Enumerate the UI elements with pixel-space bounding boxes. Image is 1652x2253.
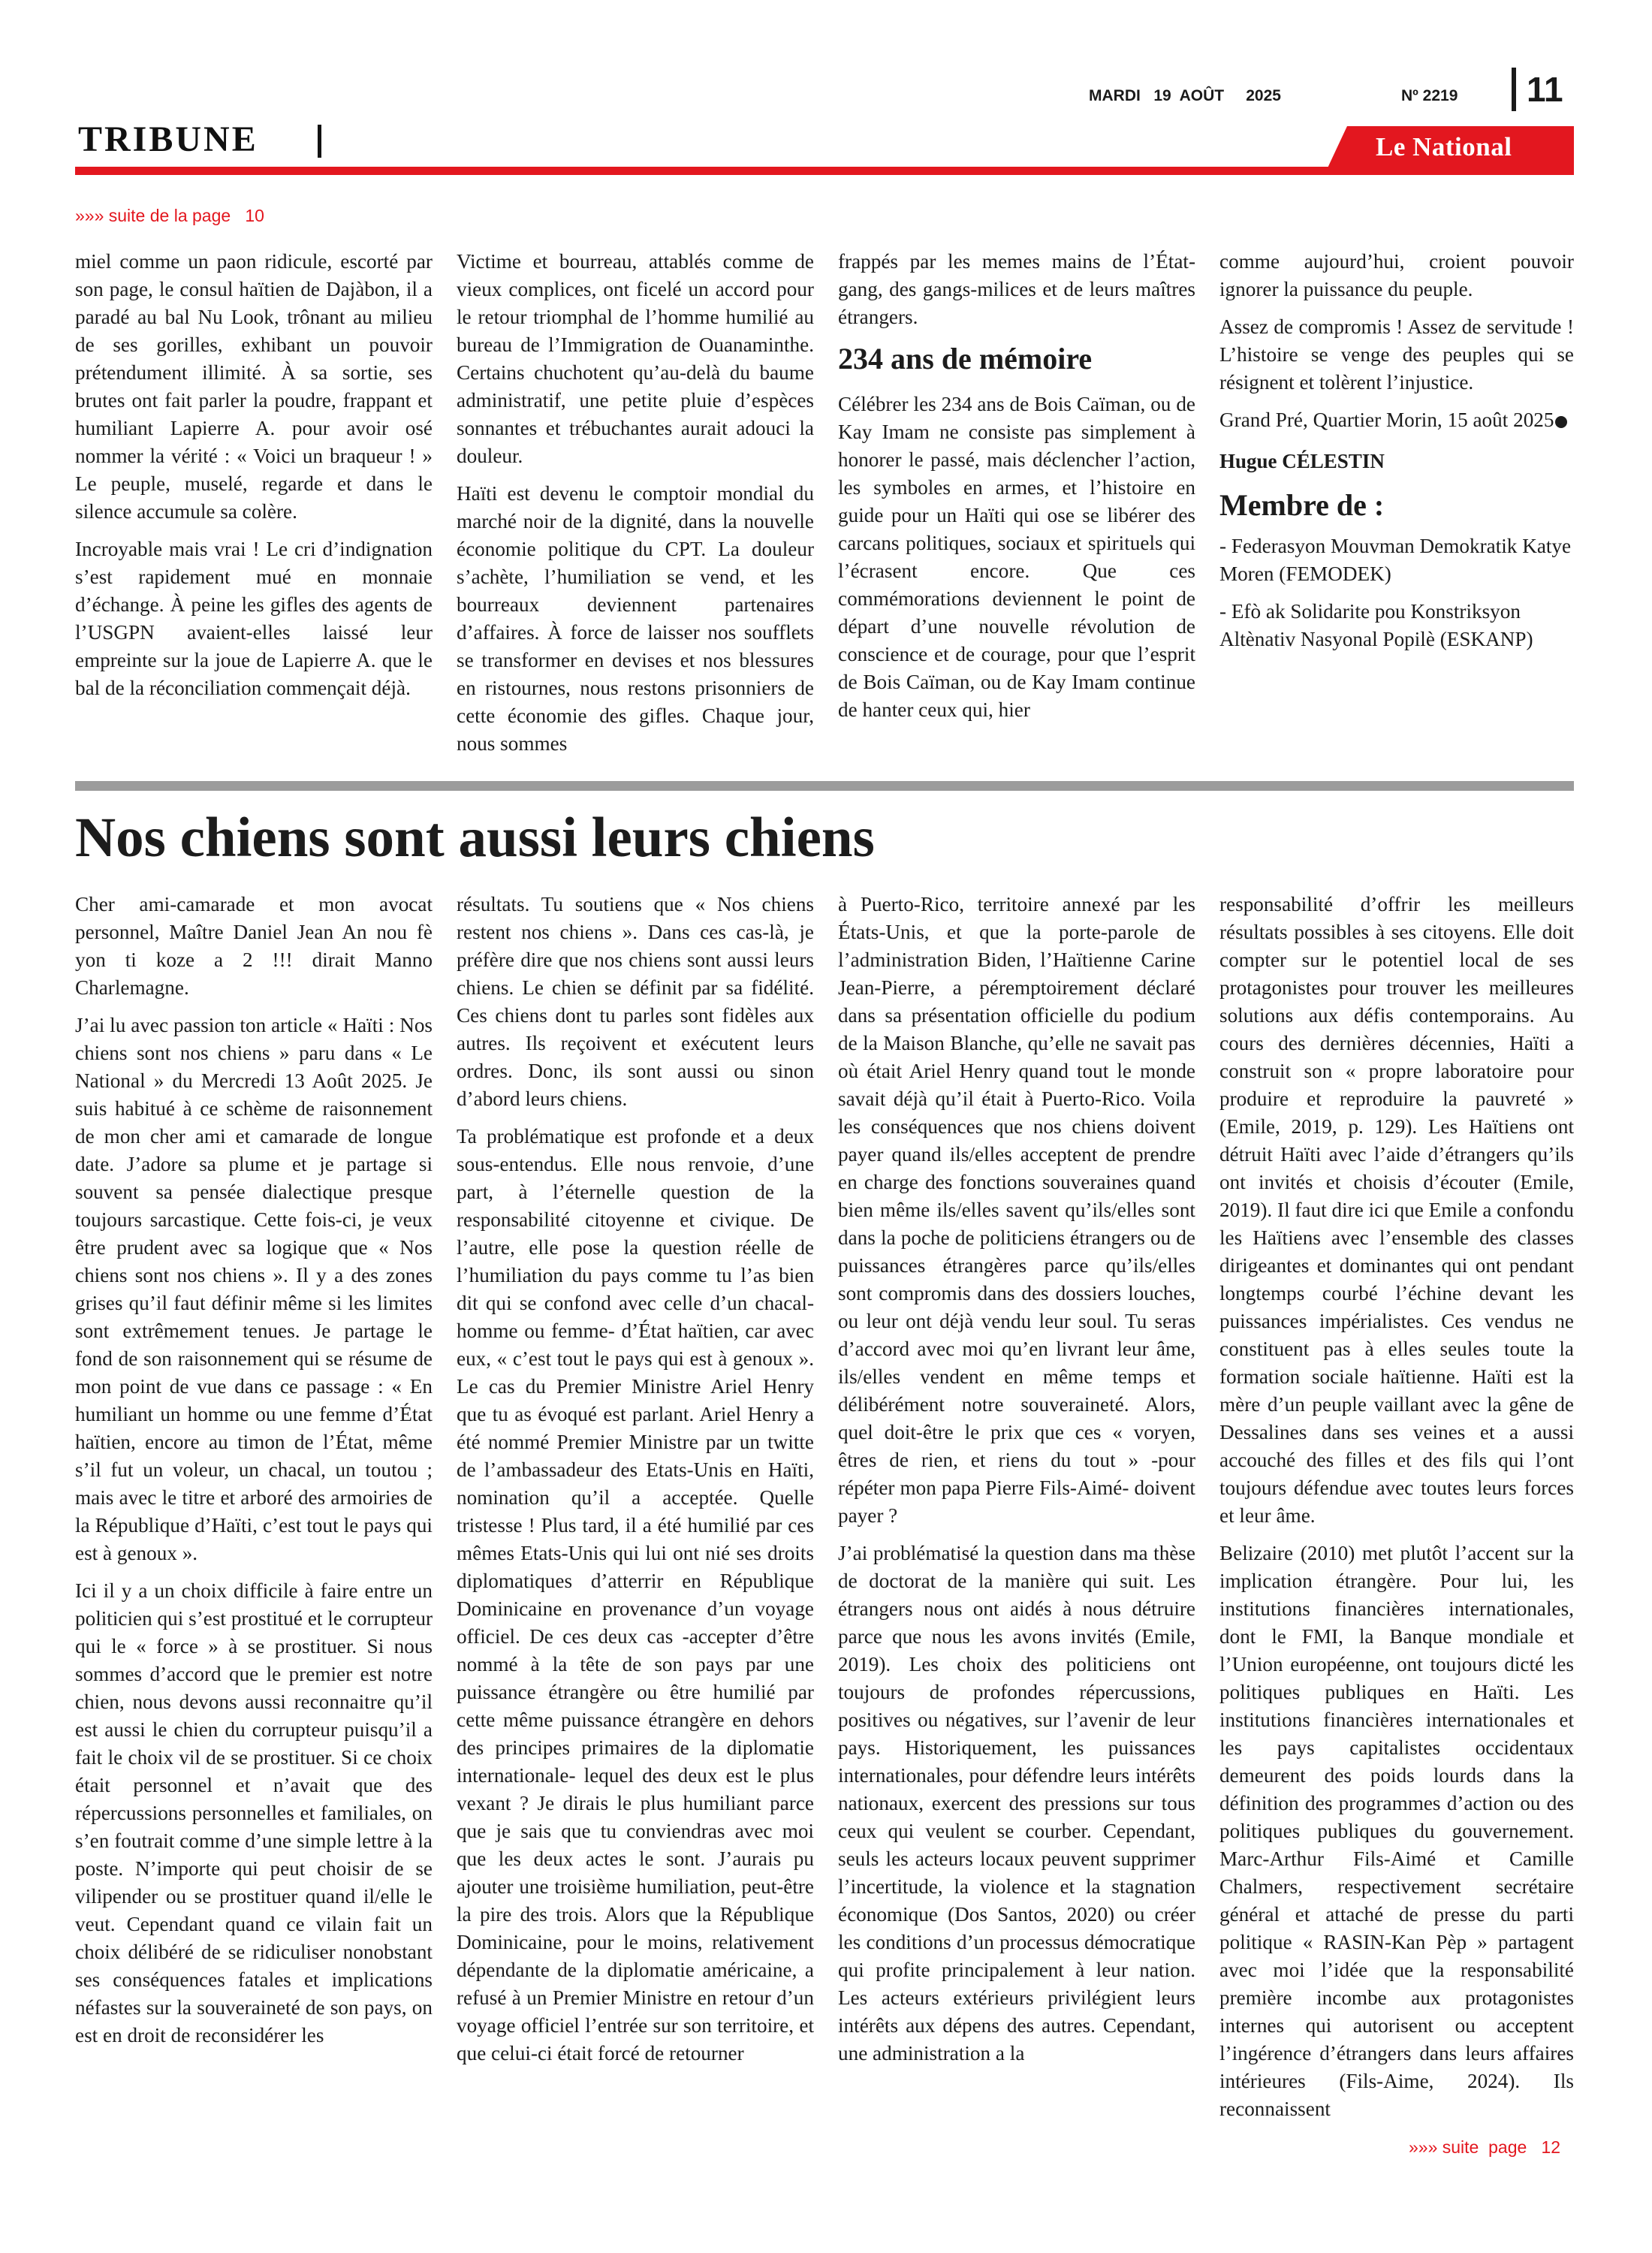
main-article-column-4 [1219,891,1574,2133]
paragraph: Célébrer les 234 ans de Bois Caïman, ou de Kay Imam ne consiste pas simplement à honorer le passé, mais déclencher l’action, les symboles en armes, et l’histoire en guide pour un Haïti qui ose se libérer des carcans politiques, sociaux et spirituels qui l’écrasent encore. Que ces commémorations deviennent le point de départ d’une nouvelle révolution de conscience et de courage, pour que l’esprit de Bois Caïman, ou de Kay Imam continue de hanter ceux qui, hier [838,393,1195,721]
issue-date: MARDI 19 AOÛT 2025 [1089,87,1281,104]
newspaper-name: Le National [1376,132,1512,161]
paragraph: Victime et bourreau, attablés comme de vieux complices, ont ficelé un accord pour le retour triomphal de l’homme humilié au bureau de l’Immigration de Ouanaminthe. Certains chuchotent qu’au-delà du baume administratif, une petite pluie d’espèces sonnantes et trébuchantes aurait adouci la douleur. [457,250,814,467]
paragraph: Cher ami-camarade et mon avocat personnel, Maître Daniel Jean An nou fè yon ti koze a 2 !!! dirait Manno Charlemagne. [75,893,433,999]
article-divider [75,781,1574,791]
paragraph: Belizaire (2010) met plutôt l’accent sur la implication étrangère. Pour lui, les institutions financières internationales, dont le FMI, la Banque mondiale et l’Union européenne, ont toujours dicté les politiques publiques en Haïti. Les institutions financières internationales et les pays capitalistes occidentaux demeurent des poids lourds dans la définition des programmes d’action ou des politiques publiques du gouvernement. Marc-Arthur Fils-Aimé et Camille Chalmers, respectivement secrétaire général et attaché de presse du parti politique « RASIN-Kan Pèp » partagent avec moi l’idée que la responsabilité première incombe aux protagonistes internes qui autorisent ou acceptent l’ingérence d’étrangers dans leurs affaires intérieures (Fils-Aime, 2024). Ils reconnaissent [1219,1542,1574,2120]
article-headline: Nos chiens sont aussi leurs chiens [75,807,875,869]
paragraph: Ici il y a un choix difficile à faire entre un politicien qui s’est prostitué et le corrupteur qui le « force » à se prostituer. Si nous sommes d’accord que le premier est notre chien, nous devons aussi reconnaitre qu’il est aussi le chien du corrupteur puisqu’il a fait le choix vil de se prostituer. Si ce choix était personnel et n’avait que des répercussions personnelles et familiales, on s’en foutrait comme d’une simple lettre à la poste. N’importe qui peut choisir de se vilipender ou se prostituer quand il/elle le veut. Cependant quand ce vilain fait un choix délibéré de se ridiculiser nonobstant ses conséquences fatales et implications néfastes sur la souveraineté de son pays, on est en droit de reconsidérer les [75,1579,433,2046]
continued-to-label: »»» suite page 12 [1409,2137,1561,2157]
paragraph: Ta problématique est profonde et a deux sous-entendus. Elle nous renvoie, d’une part, à l’éternelle question de la responsabilité citoyenne et civique. De l’autre, elle pose la question réelle de l’humiliation du pays comme tu l’as bien dit qui se confond avec celle d’un chacal- homme ou femme- d’État haïtien, car avec eux, « c’est tout le pays qui est à genoux ». Le cas du Premier Ministre Ariel Henry que tu as évoqué est parlant. Ariel Henry a été nommé Premier Ministre par un twitte de l’ambassadeur des Etats-Unis en Haïti, nomination qu’il a acceptée. Quelle tristesse ! Plus tard, il a été humilié par ces mêmes Etats-Unis qui lui ont nié ses droits diplomatiques d’atterrir en République Dominicaine en provenance d’un voyage officiel. De ces deux cas -accepter d’être nommé à la tête de son pays par une puissance étrangère ou être humilié par cette même puissance étrangère en dehors des principes primaires de la diplomatie internationale- lequel des deux est le plus vexant ? Je dirais le plus humiliant parce que je sais que tu conviendras avec moi que les deux actes le sont. J’aurais pu ajouter une troisième humiliation, peut-être la pire des trois. Alors que la République Dominicaine, pour le moins, relativement dépendante de la diplomatie américaine, a refusé à un Premier Ministre en retour d’un voyage officiel l’entrée sur son territoire, et que celui-ci était forcé de retourner [457,1125,814,2064]
paragraph: miel comme un paon ridicule, escorté par son page, le consul haïtien de Dajàbon, il a paradé au bal Nu Look, trônant au milieu de ses gorilles, exhibant un pouvoir prétendument illimité. À sa sortie, ses brutes ont fait parler la poudre, frappant et humiliant Lapierre A. pour avoir osé nommer la vérité : « Voici un braqueur ! » Le peuple, muselé, regarde et dans le silence accumule sa colère. [75,250,433,523]
top-article-column-1 [75,248,433,712]
paragraph: comme aujourd’hui, croient pouvoir ignorer la puissance du peuple. [1219,250,1574,300]
paragraph: frappés par les memes mains de l’État-gang, des gangs-milices et de leurs maîtres étrangers. [838,250,1195,328]
section-title: TRIBUNE [78,119,258,159]
author-name: Hugue CÉLESTIN [1219,450,1385,472]
main-article-column-1 [75,891,433,2059]
dateline-text: Grand Pré, Quartier Morin, 15 août 2025 [1219,409,1554,431]
page-number: 11 [1512,68,1563,111]
dateline [1219,406,1574,434]
paragraph: résultats. Tu soutiens que « Nos chiens restent nos chiens ». Dans ces cas-là, je préfère dire que nos chiens sont aussi leurs chiens. Le chien se définit par sa fidélité. Ces chiens dont tu parles sont fidèles aux autres. Ils reçoivent et exécutent leurs ordres. Donc, ils sont aussi ou sinon d’abord leurs chiens. [457,893,814,1110]
paragraph: Assez de compromis ! Assez de servitude ! L’histoire se venge des peuples qui se résignent et tolèrent l’injustice. [1219,315,1574,394]
top-article-column-2 [457,248,814,768]
paragraph: J’ai problématisé la question dans ma thèse de doctorat de la manière qui suit. Les étrangers nous ont aidés à nous détruire parce que nous les avons invités (Emile, 2019). Les choix des politiciens ont toujours de profondes répercussions, positives ou négatives, sur l’avenir de leur pays. Historiquement, les puissances internationales, pour défendre leurs intérêts nationaux, exercent des pressions sur tous ceux qui veulent se courber. Cependant, seuls les acteurs locaux peuvent supprimer l’incertitude, la violence et la stagnation économique (Dos Santos, 2020) ou créer les conditions d’un processus démocratique qui profite principalement à leur nation. Les acteurs extérieurs privilégient leurs intérêts aux dépens des autres. Cependant, une administration a la [838,1542,1195,2064]
subheading: 234 ans de mémoire [838,342,1093,376]
continued-from-label: »»» suite de la page 10 [75,206,264,225]
paragraph: responsabilité d’offrir les meilleurs résultats possibles à ses citoyens. Elle doit compter sur le potentiel local de ses protagonistes pour trouver les meilleures solutions aux défis contemporains. Au cours des dernières décennies, Haïti a construit son « propre laboratoire pour produire et reproduire la pauvreté » (Emile, 2019, p. 129). Les Haïtiens ont détruit Haïti avec l’aide d’étrangers qu’ils ont invités et choisis d’écouter (Emile, 2019). Il faut dire ici que Emile a confondu les Haïtiens avec l’ensemble des classes dirigeantes et dominantes qui ont pendant longtemps courbé l’échine devant les puissances impérialistes. Ces vendus ne constituent pas à elles seules toute la formation sociale haïtienne. Haïti est la mère d’un peuple vaillant avec la gêne de Dessalines dans ses veines et a aussi accouché des filles et des fils qui l’ont toujours défendue avec toutes leurs forces et leur âme. [1219,893,1574,1527]
section-divider [318,125,321,158]
membership-heading: Membre de : [1219,488,1385,522]
main-article-column-2 [457,891,814,2077]
top-article-column-3 [838,248,1195,734]
membership-item: - Federasyon Mouvman Demokratik Katye Moren (FEMODEK) [1219,535,1572,585]
main-article-column-3 [838,891,1195,2077]
paragraph: Incroyable mais vrai ! Le cri d’indignation s’est rapidement mué en monnaie d’échange. À peine les gifles des agents de l’USGPN avaient-elles laissé leur empreinte sur la joue de Lapierre A. que le bal de la réconciliation commençait déjà. [75,538,433,699]
paragraph: J’ai lu avec passion ton article « Haïti : Nos chiens sont nos chiens » paru dans « Le National » du Mercredi 13 Août 2025. Je suis habitué à ce schème de raisonnement de mon cher ami et camarade de longue date. J’adore sa plume et je partage si souvent sa pensée dialectique presque toujours sarcastique. Cette fois-ci, je veux être prudent avec sa logique que « Nos chiens sont nos chiens ». Il y a des zones grises qu’il faut définir même si les limites sont extrêmement tenues. Je partage le fond de son raisonnement qui se résume de mon point de vue dans ce passage : « En humiliant un homme ou une femme d’État haïtien, encore au timon de l’État, même s’il fut un voleur, un chacal, un toutou ; mais avec le titre et arboré des armoiries de la République d’Haïti, c’est tout le pays qui est à genoux ». [75,1014,433,1564]
paragraph: Haïti est devenu le comptoir mondial du marché noir de la dignité, dans la nouvelle économie politique du CPT. La douleur s’achète, l’humiliation se vend, et les bourreaux deviennent partenaires d’affaires. À force de laisser nos soufflets se transformer en devises et nos blessures en ristournes, nous restons prisonniers de cette économie des gifles. Chaque jour, nous sommes [457,482,814,755]
membership-item: - Efò ak Solidarite pou Konstriksyon Altènativ Nasyonal Popilè (ESKANP) [1219,600,1533,650]
header-rule [75,167,1574,175]
paragraph: à Puerto-Rico, territoire annexé par les États-Unis, et que la porte-parole de l’administration Biden, l’Haïtienne Carine Jean-Pierre, a péremptoirement déclaré dans sa présentation officielle du podium de la Maison Blanche, qu’elle ne savait pas où était Ariel Henry quand tout le monde savait déjà qu’il était à Puerto-Rico. Voila les conséquences que nos chiens doivent payer quand ils/elles acceptent de prendre en charge des fonctions souveraines quand bien même ils/elles savent qu’ils/elles sont dans la poche de politiciens étrangers ou de puissances étrangères parce qu’ils/elles sont compromis dans des dossiers louches, ou leur ont déjà vendu leur soul. Tu seras d’accord avec moi qu’en livrant leur âme, ils/elles vendent en même temps et délibérément notre souveraineté. Alors, quel doit-être le prix que ces « voryen, êtres de rien, et riens du tout » -pour répéter mon papa Pierre Fils-Aimé- doivent payer ? [838,893,1195,1527]
issue-number: Nº 2219 [1401,87,1458,104]
end-mark-icon [1555,416,1567,428]
top-article-column-4 [1219,248,1574,663]
